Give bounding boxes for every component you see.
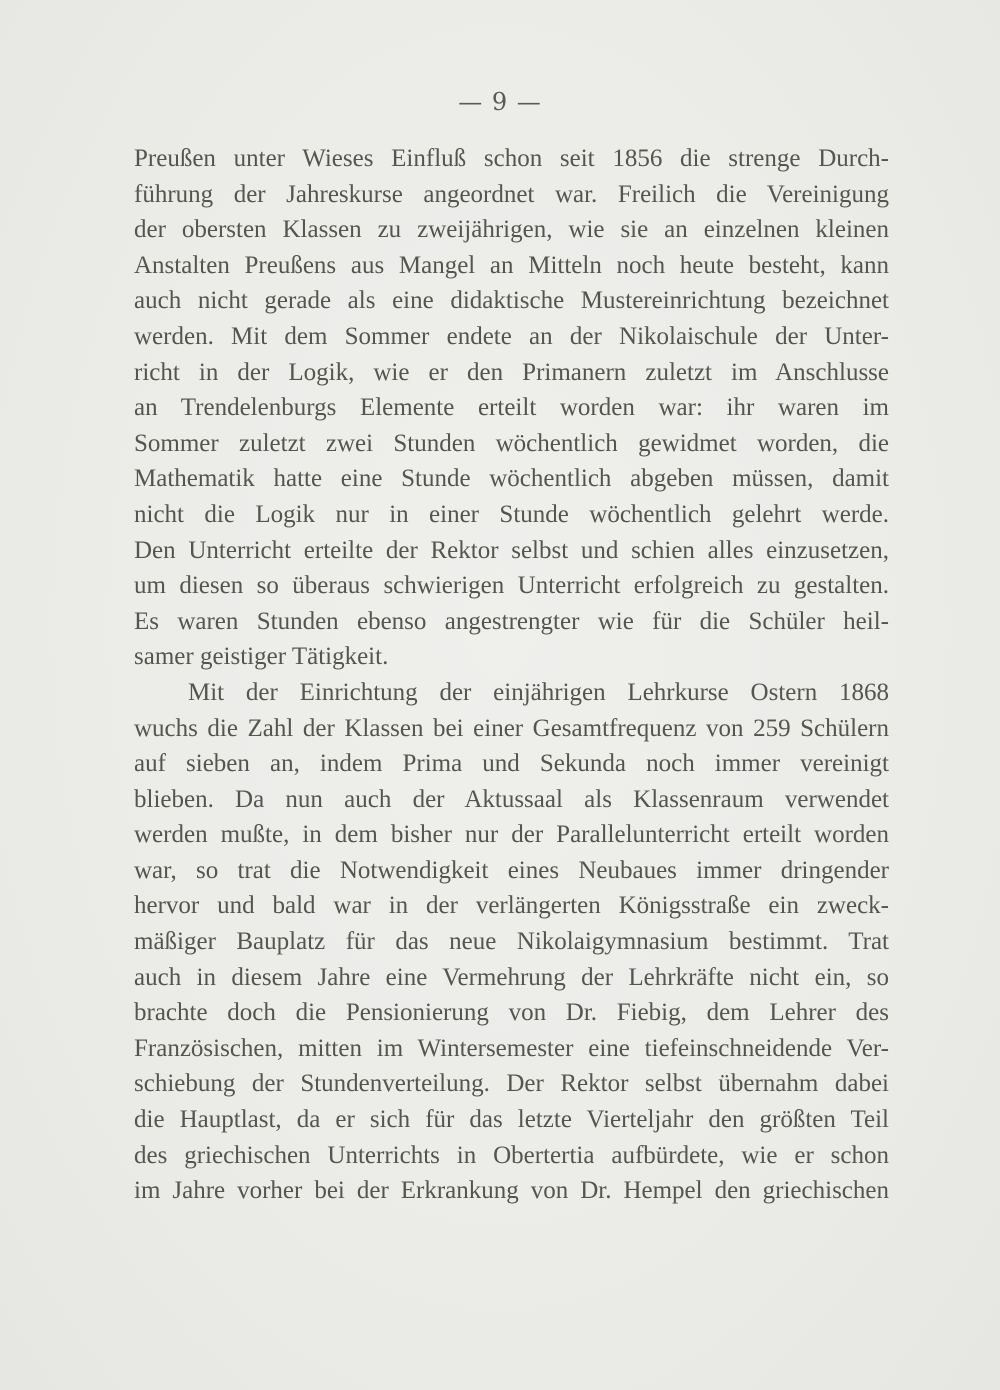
text-line: Sommer zuletzt zwei Stunden wöchentlich gewidmet worden, die [134, 429, 889, 457]
text-line: auch in diesem Jahre eine Vermehrung der Lehrkräfte nicht ein, so [134, 963, 889, 991]
text-line: brachte doch die Pensionierung von Dr. Fiebig, dem Lehrer des [134, 999, 889, 1027]
text-line: mäßiger Bauplatz für das neue Nikolaigymnasium bestimmt. Trat [134, 928, 889, 956]
text-line: werden. Mit dem Sommer endete an der Nikolaischule der Unter- [134, 322, 889, 350]
paragraph-start-line: Mit der Einrichtung der einjährigen Lehrkurse Ostern 1868 [188, 678, 889, 706]
text-line: Den Unterricht erteilte der Rektor selbst und schien alles einzusetzen, [134, 536, 889, 564]
text-line: schiebung der Stundenverteilung. Der Rektor selbst übernahm dabei [134, 1070, 889, 1098]
page-number: — 9 — [458, 88, 542, 116]
text-line: war, so trat die Notwendigkeit eines Neubaues immer dringender [134, 856, 889, 884]
text-line: auch nicht gerade als eine didaktische Mustereinrichtung bezeichnet [134, 287, 889, 315]
body-text [134, 141, 889, 1209]
text-line: der obersten Klassen zu zweijährigen, wie sie an einzelnen kleinen [134, 216, 889, 244]
text-line: nicht die Logik nur in einer Stunde wöchentlich gelehrt werde. [134, 500, 889, 528]
text-line: Französischen, mitten im Wintersemester eine tiefeinschneidende Ver- [134, 1034, 889, 1062]
text-line: wuchs die Zahl der Klassen bei einer Gesamtfrequenz von 259 Schülern [134, 714, 889, 742]
text-line: Mathematik hatte eine Stunde wöchentlich abgeben müssen, damit [134, 465, 889, 493]
text-line: führung der Jahreskurse angeordnet war. Freilich die Vereinigung [134, 180, 889, 208]
text-line: Anstalten Preußens aus Mangel an Mitteln noch heute besteht, kann [134, 251, 889, 279]
text-line: Es waren Stunden ebenso angestrengter wie für die Schüler heil- [134, 607, 889, 635]
text-line: werden mußte, in dem bisher nur der Parallelunterricht erteilt worden [134, 821, 889, 849]
text-line: auf sieben an, indem Prima und Sekunda noch immer vereinigt [134, 750, 889, 778]
text-line: richt in der Logik, wie er den Primanern zuletzt im Anschlusse [134, 358, 889, 386]
text-line: blieben. Da nun auch der Aktussaal als Klassenraum verwendet [134, 785, 889, 813]
text-line: Preußen unter Wieses Einfluß schon seit 1856 die strenge Durch- [134, 145, 889, 172]
text-line: an Trendelenburgs Elemente erteilt worden war: ihr waren im [134, 394, 889, 422]
text-line: im Jahre vorher bei der Erkrankung von Dr. Hempel den griechischen [134, 1177, 889, 1205]
text-line: hervor und bald war in der verlängerten Königsstraße ein zweck- [134, 892, 889, 920]
text-line: um diesen so überaus schwierigen Unterricht erfolgreich zu gestalten. [134, 572, 889, 600]
paragraph-end-line: samer geistiger Tätigkeit. [134, 643, 389, 671]
text-line: die Hauptlast, da er sich für das letzte Vierteljahr den größten Teil [134, 1106, 889, 1134]
text-line: des griechischen Unterrichts in Obertertia aufbürdete, wie er schon [134, 1141, 889, 1169]
